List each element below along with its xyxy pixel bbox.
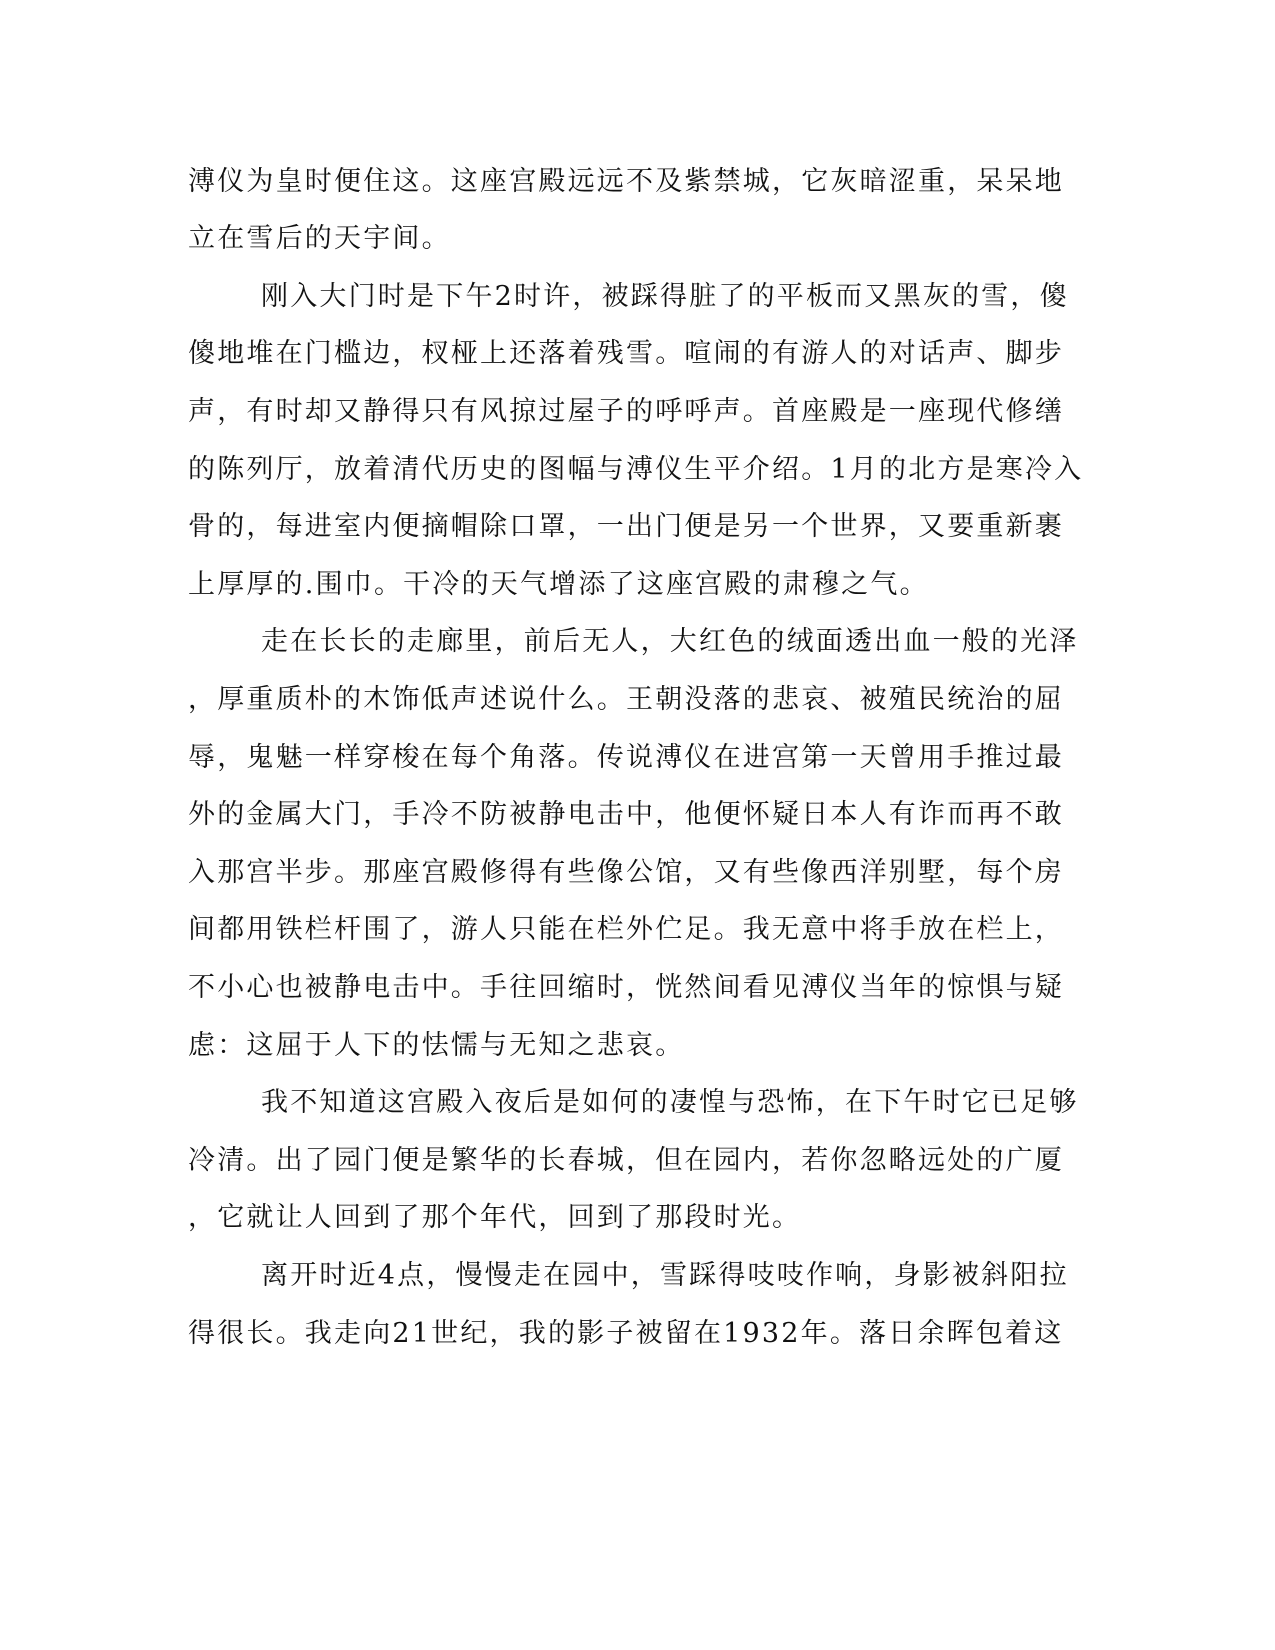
text-line: ，它就让人回到了那个年代，回到了那段时光。 [188,1202,802,1233]
text-line: 不小心也被静电击中。手往回缩时，恍然间看见溥仪当年的惊惧与疑 [188,972,1064,1003]
text-line: 傻地堆在门槛边，杈桠上还落着残雪。喧闹的有游人的对话声、脚步 [188,338,1064,369]
text-line: 立在雪后的天宇间。 [188,223,451,254]
text-line: 冷清。出了园门便是繁华的长春城，但在园内，若你忽略远处的广厦 [188,1145,1064,1176]
text-line: 间都用铁栏杆围了，游人只能在栏外伫足。我无意中将手放在栏上， [188,914,1064,945]
text-line: ，厚重质朴的木饰低声述说什么。王朝没落的悲哀、被殖民统治的屈 [188,684,1064,715]
text-line: 声，有时却又静得只有风掠过屋子的呼呼声。首座殿是一座现代修缮 [188,396,1064,427]
text-line: 溥仪为皇时便住这。这座宫殿远远不及紫禁城，它灰暗涩重，呆呆地 [188,166,1064,197]
text-line: 骨的，每进室内便摘帽除口罩，一出门便是另一个世界，又要重新裹 [188,511,1064,542]
text-line: 上厚厚的.围巾。干冷的天气增添了这座宫殿的肃穆之气。 [188,569,929,600]
text-line: 外的金属大门，手冷不防被静电击中，他便怀疑日本人有诈而再不敢 [188,799,1064,830]
text-line: 虑：这屈于人下的怯懦与无知之悲哀。 [188,1030,685,1061]
text-line: 的陈列厅，放着清代历史的图幅与溥仪生平介绍。1月的北方是寒冷入 [188,454,1084,485]
text-line: 走在长长的走廊里，前后无人，大红色的绒面透出血一般的光泽 [261,626,1079,657]
text-line: 得很长。我走向21世纪，我的影子被留在1932年。落日余晖包着这 [188,1318,1064,1349]
text-line: 辱，鬼魅一样穿梭在每个角落。传说溥仪在进宫第一天曾用手推过最 [188,742,1064,773]
text-line: 离开时近4点，慢慢走在园中，雪踩得吱吱作响，身影被斜阳拉 [261,1260,1069,1291]
text-line: 刚入大门时是下午2时许，被踩得脏了的平板而又黑灰的雪，傻 [261,281,1069,312]
text-line: 入那宫半步。那座宫殿修得有些像公馆，又有些像西洋别墅，每个房 [188,857,1064,888]
text-line: 我不知道这宫殿入夜后是如何的凄惶与恐怖，在下午时它已足够 [261,1087,1079,1118]
